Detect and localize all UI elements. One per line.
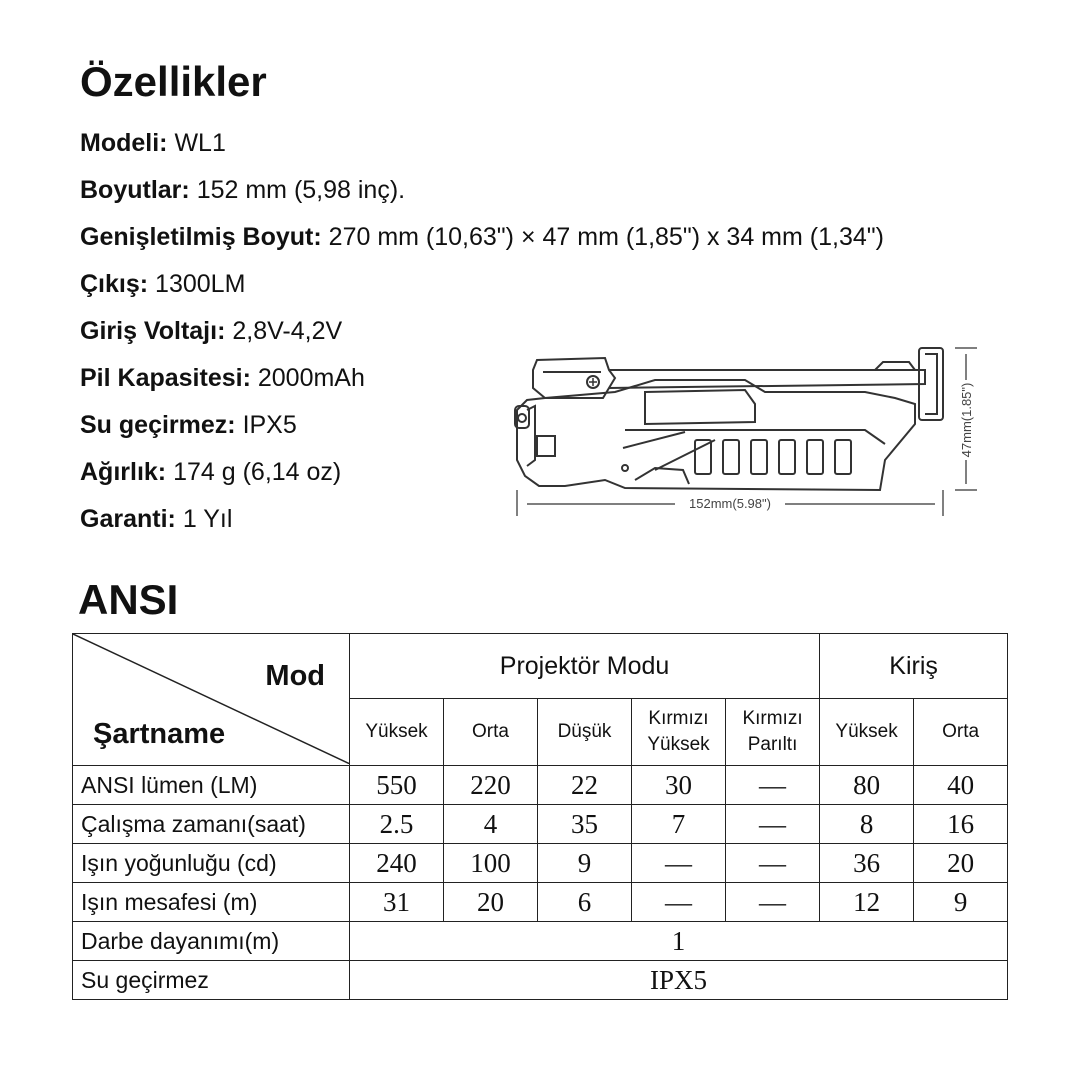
spec-label: Boyutlar: (80, 176, 190, 204)
spec-label: Modeli: (80, 129, 168, 157)
spec-label: Genişletilmiş Boyut: (80, 223, 322, 251)
spec-label: Pil Kapasitesi: (80, 364, 251, 392)
mode-label: Orta (942, 721, 980, 742)
table-cell: 6 (538, 883, 632, 922)
table-cell: 9 (914, 883, 1008, 922)
table-cell: 12 (820, 883, 914, 922)
table-cell: — (632, 883, 726, 922)
table-cell: 35 (538, 805, 632, 844)
table-cell: 16 (914, 805, 1008, 844)
table-cell: 22 (538, 766, 632, 805)
spec-input-voltage (80, 316, 342, 346)
spec-value: WL1 (174, 129, 226, 157)
mode-header (538, 699, 632, 766)
group-projector-mode: Projektör Modu (350, 634, 820, 699)
row-label: Işın mesafesi (m) (73, 883, 350, 922)
mode-header (350, 699, 444, 766)
mode-label: Yüksek (365, 721, 428, 742)
row-label: Işın yoğunluğu (cd) (73, 844, 350, 883)
mode-label: Yüksek (647, 734, 710, 755)
table-cell: 30 (632, 766, 726, 805)
ansi-title: ANSI (78, 576, 179, 623)
spec-label: Garanti: (80, 505, 176, 533)
spec-value: 152 mm (5,98 inç). (196, 176, 406, 204)
mode-label: Orta (472, 721, 509, 742)
table-cell: 40 (914, 766, 1008, 805)
spec-warranty (80, 504, 232, 534)
spec-model (80, 128, 226, 158)
mode-header (820, 699, 914, 766)
mode-header (726, 699, 820, 766)
table-row (73, 844, 1008, 883)
row-label: Çalışma zamanı(saat) (73, 805, 350, 844)
spec-value: 174 g (6,14 oz) (173, 458, 342, 486)
mode-label: Düşük (557, 721, 612, 742)
corner-spec-label: Şartname (93, 718, 226, 750)
mode-label: Yüksek (835, 721, 898, 742)
spec-output (80, 269, 245, 299)
mode-label: Kırmızı (742, 708, 803, 729)
mode-label: Kırmızı (648, 708, 709, 729)
table-cell: 36 (820, 844, 914, 883)
table-cell: 20 (914, 844, 1008, 883)
spec-value: 1300LM (155, 270, 246, 298)
product-drawing (505, 340, 985, 520)
spec-value: 1 Yıl (182, 505, 233, 533)
mode-header (914, 699, 1008, 766)
table-cell: 100 (444, 844, 538, 883)
table-row (73, 883, 1008, 922)
table-cell: 550 (350, 766, 444, 805)
row-label: Su geçirmez (73, 961, 350, 1000)
table-cell: 31 (350, 883, 444, 922)
drawing-height-label: 47mm(1.85") (959, 382, 974, 458)
table-cell: 9 (538, 844, 632, 883)
table-cell: — (632, 844, 726, 883)
mode-header (444, 699, 538, 766)
table-corner-header (73, 634, 350, 766)
spec-label: Ağırlık: (80, 458, 167, 486)
spec-value: 270 mm (10,63") × 47 mm (1,85") x 34 mm (1,34") (328, 223, 884, 251)
mode-label: Parıltı (747, 734, 798, 755)
table-row (73, 961, 1008, 1000)
mode-header (632, 699, 726, 766)
table-cell: 20 (444, 883, 538, 922)
table-cell: IPX5 (350, 961, 1008, 1000)
table-cell: 4 (444, 805, 538, 844)
ansi-table (72, 633, 1008, 1000)
spec-weight (80, 457, 341, 487)
spec-battery (80, 363, 365, 393)
spec-label: Çıkış: (80, 270, 149, 298)
spec-value: IPX5 (242, 411, 297, 439)
table-cell: — (726, 766, 820, 805)
specs-title: Özellikler (80, 58, 267, 105)
table-cell: 220 (444, 766, 538, 805)
table-row (73, 766, 1008, 805)
spec-value: 2000mAh (257, 364, 365, 392)
table-row (73, 805, 1008, 844)
table-cell: 240 (350, 844, 444, 883)
row-label: ANSI lümen (LM) (73, 766, 350, 805)
table-cell: 2.5 (350, 805, 444, 844)
table-cell: — (726, 883, 820, 922)
table-cell: — (726, 844, 820, 883)
table-cell: — (726, 805, 820, 844)
spec-extended-dimensions (80, 222, 884, 252)
table-row (73, 922, 1008, 961)
group-beam: Kiriş (820, 634, 1008, 699)
spec-label: Su geçirmez: (80, 411, 236, 439)
spec-label: Giriş Voltajı: (80, 317, 226, 345)
spec-waterproof (80, 410, 297, 440)
table-cell: 80 (820, 766, 914, 805)
corner-mode-label: Mod (265, 660, 325, 692)
table-cell: 7 (632, 805, 726, 844)
drawing-width-label: 152mm(5.98") (689, 496, 771, 511)
spec-dimensions (80, 175, 405, 205)
spec-value: 2,8V-4,2V (232, 317, 343, 345)
row-label: Darbe dayanımı(m) (73, 922, 350, 961)
table-cell: 1 (350, 922, 1008, 961)
table-cell: 8 (820, 805, 914, 844)
